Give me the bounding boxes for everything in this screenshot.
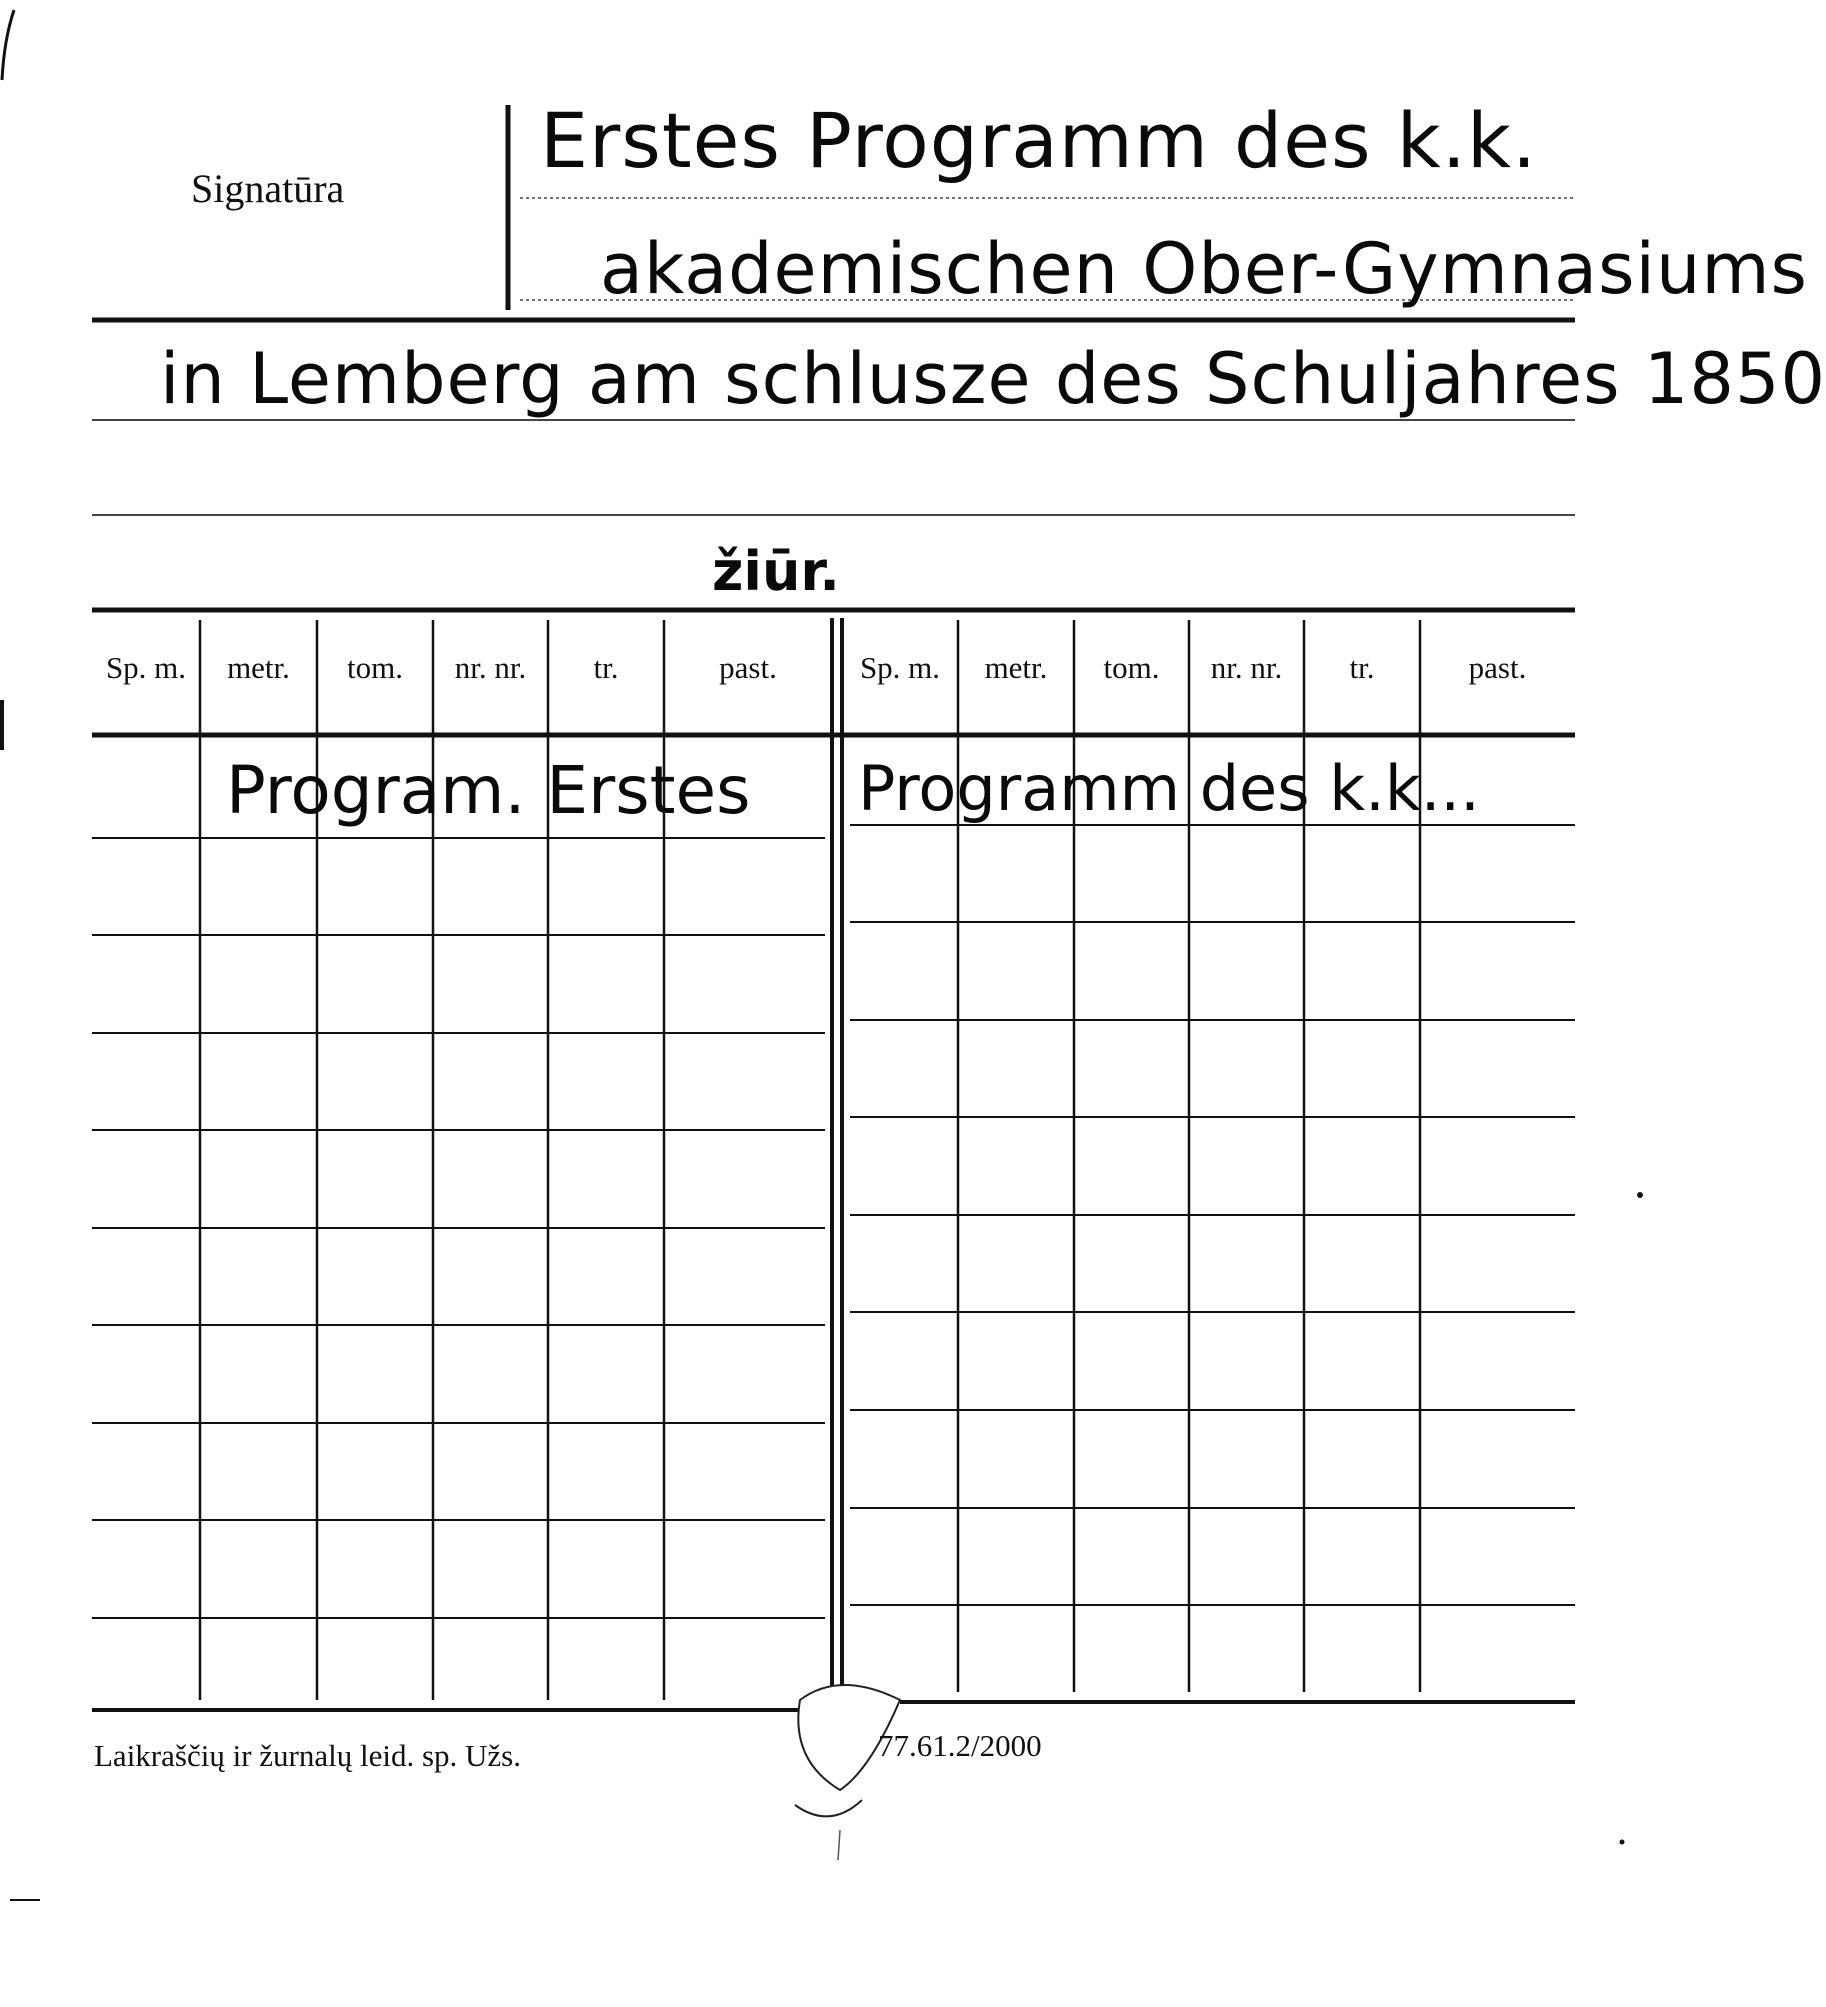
see-also-mark: žiūr. [712, 540, 840, 603]
col-header-right-metr: metr. [984, 650, 1048, 685]
footer-printer: Laikraščių ir žurnalų leid. sp. Užs. [94, 1738, 521, 1773]
col-header-left-tom: tom. [347, 650, 403, 685]
title-handwritten-line3: in Lemberg am schlusze des Schuljahres 1850 [160, 338, 1826, 420]
col-header-right-tr: tr. [1349, 650, 1375, 685]
col-header-left-sp-m: Sp. m. [105, 650, 187, 685]
entry-right: Programm des k.k... [858, 752, 1480, 825]
col-header-left-nr: nr. nr. [454, 650, 527, 685]
entry-left: Program. Erstes [226, 752, 751, 829]
col-header-right-nr: nr. nr. [1210, 650, 1283, 685]
row-rules-left [92, 838, 825, 1618]
title-handwritten-line2: akademischen Ober-Gymnasiums [600, 228, 1809, 310]
footer-code: 77.61.2/2000 [878, 1728, 1042, 1763]
title-handwritten-line1: Erstes Programm des k.k. [540, 96, 1538, 185]
col-header-right-past: past. [1468, 650, 1527, 685]
signature-label: Signatūra [191, 166, 345, 211]
hole-mark [795, 1800, 862, 1816]
col-header-left-metr: metr. [227, 650, 290, 685]
col-header-right-tom: tom. [1103, 650, 1160, 685]
corner-mark [2, 10, 14, 80]
col-header-right-sp-m: Sp. m. [859, 650, 941, 685]
col-header-left-past: past. [719, 650, 777, 685]
col-header-left-tr: tr. [593, 650, 619, 685]
